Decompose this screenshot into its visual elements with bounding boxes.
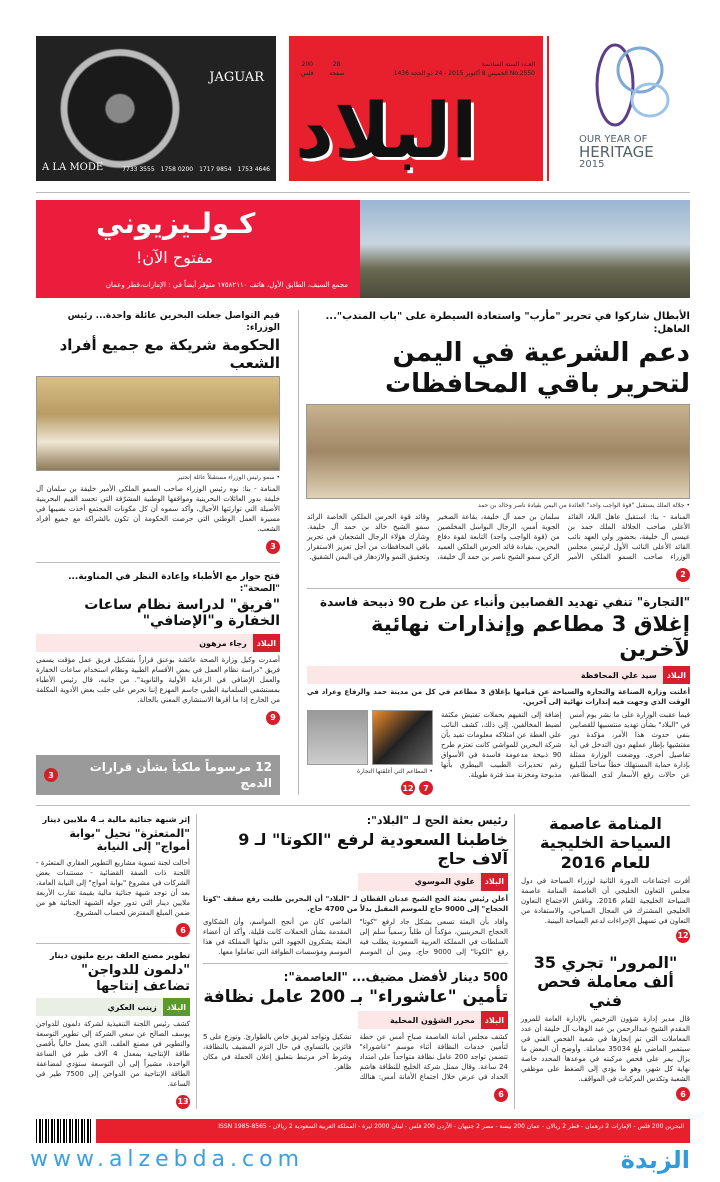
ashura-headline: تأمين "عاشوراء" بـ 200 عامل نظافة — [203, 986, 508, 1007]
pm-story — [36, 310, 280, 554]
dilmun-byline — [36, 998, 190, 1016]
health-body: أصدرت وكيل وزارة الصحة عائشة بوعنق قراراً بتشكيل فريق عمل مؤقت يسمى فريق "دراسة نظام العمل في بعض الأقسام الطبية ونظام استخدام ساعات الخفارة والعمل الإضافي في الرعاية الأولية والثانوية". من جانبه، قال رئيس الأطباء بمستشفى السلمانية الطبي جاسم المهزع إننا نحرص على جلب بعض الأدوية المكلفة من الخارج إذا ما أقرها الاستشاري المعني بالحالة. — [36, 656, 280, 705]
page-ref: 9 — [266, 711, 280, 725]
phone: 1717 9854 — [199, 166, 232, 173]
tourism-headline: المنامة عاصمة السياحة الخليجية للعام 2016 — [540, 814, 671, 872]
footer-price-strip — [96, 1119, 690, 1143]
watch-ad[interactable] — [36, 36, 276, 181]
phone: 1753 4646 — [237, 166, 270, 173]
header — [0, 0, 720, 200]
pm-caption: • سمو رئيس الوزراء مستقبلاً عائلة إنجنير — [177, 474, 280, 481]
amwaj-body: أحالت لجنة تسوية مشاريع التطوير العقاري المتعثرة - اللجنة ذات الصفة القضائية - مستندات بعض الشركات في مشروع "بوابة أمواج" إلى النيابة العامة، بعد أن توجد شبهة جنائية مالية بقيمة تقارب الأربعة ملايين دينار التي تدور حوله الشبهة الجنائية هو من ضمن المبلغ المفترض لحساب المشروع. — [36, 858, 190, 917]
restaurants-body: فيما عقبت الوزارة على ما نشر يوم أمس في "البلاد" بشأن تهديد منتسبيها للقصابين بنفي حدوث هذا الأمر، مؤكدة دور مفتشيها بإطار عملهم دون التدخل في أية تفاصيل أخرى. ووضعت الوزارة ممثلة بإدارة حماية المستهلك خطاً ساخناً للتبليغ عن حالات رفع الأسعار لدى المطاعم، إضافة إلى التفيهم بحملات تفتيش مكثفة لضبط المخالفين. إلى ذلك، كشف النائب علي العطة عن امتلاكه معلومات تفيد بأن شركة البحرين للمواشي كانت تعتزم طرح 90 ذبيحة مدعومة فاسدة في الأسواق رغم تحذيرات الطبيب البيطري بأنها مذبوحة ومخزنة منذ فترة طويلة. — [441, 711, 690, 780]
watch-ad-store: A LA MODE — [42, 162, 104, 173]
restaurants-kicker: "التجارة" تنفي تهديد القصابين وأنباء عن طرح 90 ذبيحة فاسدة — [320, 594, 690, 609]
traffic-body: قال مدير إدارة شؤون الترخيص بالإدارة العامة للمرور المقدم الشيخ عبدالرحمن بن عبد الوهاب آل خليفة أن عدد المعاملات التي تم إنجازها في شعبة الفحص الفني في سبتمبر الماضي بلغ 35034 معاملة. وأوضح أن البعض ما يزال يمر على فحص مركبته في موعدها المحدد خاصة نهاية كل شهر، وهو ما يؤدي إلى الضغط على موظفي الشعبة وتكدس المركبات في المواقف. — [521, 1015, 690, 1084]
watermark-logo: الزبدة — [620, 1145, 690, 1174]
pm-body: المنامة - بنا: نوه رئيس الوزراء صاحب السمو الملكي الأمير خليفة بن سلمان آل خليفة بدور العائلات البحرينية ومواقفها الوطنية المشرّفة التي تجسد القيم البحرينية الأصيلة التي توارثتها الأجيال، وأكد سموه أن كل مكونات المجتمع أخذت نصيبها في مسيرة العمل الوطني التي حرصت الحكومة أن تكون بالشراكة مع جميع أفراد الشعب. — [36, 485, 280, 533]
lead-body: المنامة - بنا: استقبل عاهل البلاد القائد الأعلى صاحب الجلالة الملك حمد بن عيسى آل خليفة، بحضور ولي العهد نائب القائد الأعلى النائب الأول لرئيس مجلس الوزراء صاحب السمو الملكي الأمير سلمان بن حمد آل خليفة، بقاعة الصخير الجوية أمس، الرجال البواسل المخلصين من (قوة الواجب واحد) التابعة لقوة دفاع البحرين، بقيادة قائد الحرس الملكي العميد الركن سمو الشيخ ناصر بن حمد آل خليفة، وقائد قوة الحرس الملكي الخاصة الرائد سمو الشيخ خالد بن حمد آل خليفة. وشارك هؤلاء الرجال الشجعان في تحرير باقي المحافظات من أجل تعزيز الاستقرار وتحقيق النمو والازدهار في اليمن الشقيق. — [307, 513, 690, 562]
newspaper-logo: البلاد — [295, 86, 478, 175]
phone: 1758 0200 — [160, 166, 194, 173]
hajj-byline — [358, 873, 508, 891]
barcode — [36, 1119, 92, 1143]
hajj-kicker: رئيس بعثة الحج لـ "البلاد": — [366, 814, 508, 828]
butterfly-icon — [585, 40, 675, 130]
lead-kicker: الأبطال شاركوا في تحرير "مأرب" واستعادة السيطرة على "باب المندب"... العاهل: — [325, 311, 690, 335]
restaurant-photo — [372, 710, 433, 765]
page-ref: 6 — [494, 1088, 508, 1102]
ashura-kicker: 500 دينار لأفضل مضيف... "العاصمة": — [283, 969, 508, 984]
dilmun-headline: "دلمون للدواجن" تضاعف إنتاجها — [81, 963, 190, 994]
ashura-byline — [358, 1011, 508, 1029]
byline-tag: البلاد — [163, 998, 190, 1016]
watermark: www.alzebda.com — [30, 1147, 305, 1173]
page-ref: 12 — [676, 929, 690, 943]
ad-brand: كـولـيزيوني — [96, 207, 256, 240]
year: السنة السادسة — [481, 61, 520, 68]
byline-tag: البلاد — [253, 634, 280, 652]
hajj-headline: خاطبنا السعودية لرفع "الكوتا" لـ 9 آلاف حاج — [238, 830, 508, 869]
pm-kicker: قيم التواصل جعلت البحرين عائلة واحدة... رئيس الوزراء: — [67, 311, 280, 333]
byline-tag: البلاد — [663, 666, 690, 684]
decrees-text: 12 مرسوماً ملكياً بشأن قرارات الدمج — [89, 760, 272, 791]
lead-headline: دعم الشرعية في اليمن لتحرير باقي المحافظات — [384, 338, 690, 400]
byline-tag: البلاد — [481, 873, 508, 891]
phone: 7733 3555 — [122, 166, 155, 173]
restaurants-story — [307, 595, 690, 795]
pm-headline: الحكومة شريكة مع جميع أفراد الشعب — [59, 336, 280, 372]
author: محرر الشؤون المحلية — [389, 1015, 475, 1025]
amwaj-story — [36, 814, 190, 937]
issue-label: العـدد — [521, 61, 535, 68]
colosseum-ad[interactable] — [36, 200, 690, 298]
ashura-story — [203, 970, 508, 1102]
health-kicker: فتح حوار مع الأطباء وإعادة النظر في المناوبة... "الصحة": — [68, 571, 280, 594]
byline-tag: البلاد — [481, 1011, 508, 1029]
page-ref: 3 — [266, 540, 280, 554]
author: علوي الموسوي — [414, 877, 475, 887]
pages-label: صفحة — [329, 70, 345, 77]
page-ref: 3 — [44, 768, 58, 782]
health-byline — [36, 634, 280, 652]
dilmun-story — [36, 950, 190, 1109]
page-ref: 6 — [176, 923, 190, 937]
footer-prices: البحرين 200 فلس - الإمارات 2 درهمان - قطر 2 ريالان - عمان 200 بيسة - مصر 2 جنيهان - الأردن 200 فلس - لبنان 2000 ليرة - المملكة العربية السعودية 2 ريالان - ISSN 1985-8565 — [218, 1122, 684, 1130]
ashura-body: كشف مجلس أمانة العاصمة صباح أمس عن خطة لتأمين خدمات النظافة أثناء موسم "عاشوراء" تتضمن تواجد 200 عامل نظافة متواجداً على امتداد 24 ساعة. وقال ممثل شركة الخليج للنظافة هاشم الحداد في عرض خلال اجتماع الأمانة أمس: هنالك تشكيل وتواجد لفريق خاص بالطوارئ. وتوزع على 5 فائزين بالتساوي في حال التزم المضيف بالنظافة، وشرط آخر مرتبط بتعليق إعلان الحملة في مكان ظاهر. — [203, 1033, 508, 1082]
heritage-year: 2015 — [579, 159, 605, 170]
dilmun-kicker: تطوير مصنع العلف بربع مليون دينار — [49, 951, 190, 961]
page-ref: 2 — [676, 568, 690, 582]
restaurants-caption: • المطاعم التي أغلقتها التجارة — [356, 768, 433, 776]
page-count: 28 — [332, 61, 341, 68]
ad-tagline: !مفتوح الآن — [136, 248, 213, 267]
traffic-headline: "المرور" تجري 35 ألف معاملة فحص فني — [533, 952, 678, 1011]
issue-number: No.2550 — [509, 70, 535, 77]
amwaj-headline: "المتعثرة" تحيل "بوابة أمواج" إلى النيابة — [69, 827, 190, 854]
health-story — [36, 571, 280, 725]
author: رجاء مرهون — [199, 638, 247, 648]
date: الخميس 8 أكتوبر 2015 - 24 ذو الحجة 1436 — [393, 70, 508, 77]
lead-photo — [306, 404, 690, 499]
decrees-banner[interactable] — [36, 755, 280, 795]
dilmun-body: كشف رئيس اللجنة التنفيذية لشركة دلمون للدواجن يوسف الصالح عن سعي الشركة إلى تطوير التوسعة والتطوير في مصنع العلف، الذي يعمل حالياً بأقصى طاقة الإنتاجية بمعدل 4 آلاف طير في الساعة الواحدة، مشيراً إلى أن التوسعة ستؤدي لمضاعفة الطاقة الإنتاجية من الدواجن إلى 7500 طير في الساعة. — [36, 1020, 190, 1089]
author: سيد علي المحافظة — [580, 670, 657, 680]
restaurant-photo — [307, 710, 368, 765]
heritage-line2: HERITAGE — [579, 143, 654, 161]
masthead — [289, 36, 549, 181]
author: زينب العكري — [107, 1002, 157, 1012]
health-headline: "فريق" لدراسة نظام ساعات الخفارة و"الإضافي" — [84, 596, 280, 630]
page-ref: 12 — [401, 781, 415, 795]
heritage-logo — [575, 40, 690, 180]
price: 200 — [301, 61, 313, 68]
watch-ad-brand: JAGUAR — [209, 70, 264, 85]
tourism-body: أقرت اجتماعات الدورة الثانية لوزراء السياحة في دول مجلس التعاون الخليجي أن العاصمة المنامة عاصمة السياحة الخليجية للعام 2016، وناقش الاجتماع التعاون الخليجي المشترك في المجال السياحي، والاستفادة من التعاون في تسهيل الإجراءات لدعم السياحة البينية. — [521, 876, 691, 925]
lead-story — [307, 310, 690, 582]
pm-photo — [36, 376, 280, 471]
page-ref: 13 — [176, 1095, 190, 1109]
lead-caption: • جلالة الملك يستقبل "قوة الواجب واحد" العائدة من اليمن بقيادة ناصر وخالد بن حمد — [477, 502, 690, 510]
ad-address: مجمع السيف، الطابق الأول، هاتف ١٧٥٨٢١١٠ متوفر أيضاً في : الإمارات،قطر وعمان — [105, 281, 348, 289]
hajj-story — [203, 814, 508, 956]
hajj-lede: أعلن رئيس بعثة الحج الشيخ عدنان القطان لـ "البلاد" أن البحرين طلبت رفع سقف "كوتا الحجاج" إلى 9000 حاج للموسم المقبل بدلاً من 4700 حاج. — [203, 894, 508, 913]
page-ref: 6 — [676, 1087, 690, 1101]
restaurants-byline — [307, 666, 690, 684]
page-ref: 7 — [419, 781, 433, 795]
restaurants-headline: إغلاق 3 مطاعم وإنذارات نهائية لآخرين — [371, 611, 690, 662]
restaurants-lede: أعلنت وزارة الصناعة والتجارة والسياحة عن قيامها بإغلاق 3 مطاعم في كل من مدينة حمد والرفاع وعراد في الوقت الذي وجهت فيه إنذارات نهائية إلى آخرين. — [307, 688, 690, 707]
heritage-line1: OUR YEAR OF — [579, 134, 648, 145]
hajj-body: وأفاد بأن البعثة تسعى بشكل جاد لرفع "كوتا" الحجاج البحرينيين، مؤكداً أن طلباً رسمياً سلم إلى السلطات في المملكة العربية السعودية يطلب فيه رفع "الكوتا" إلى 9000 حاج، وبين أن الموسم الماضي كان من أنجح المواسم، وأن الشكاوى المقدمة بشأن الحملات كانت قليلة. وأكد أن أعضاء البعثة يشكرون الجهود التي بذلتها المملكة في هذا الموسم ومؤسسات الطوافة التي تعاملوا معها. — [203, 917, 508, 956]
amwaj-kicker: إثر شبهة جنائية مالية بـ 4 ملايين دينار — [42, 815, 190, 825]
price-label: فلس — [301, 70, 314, 77]
